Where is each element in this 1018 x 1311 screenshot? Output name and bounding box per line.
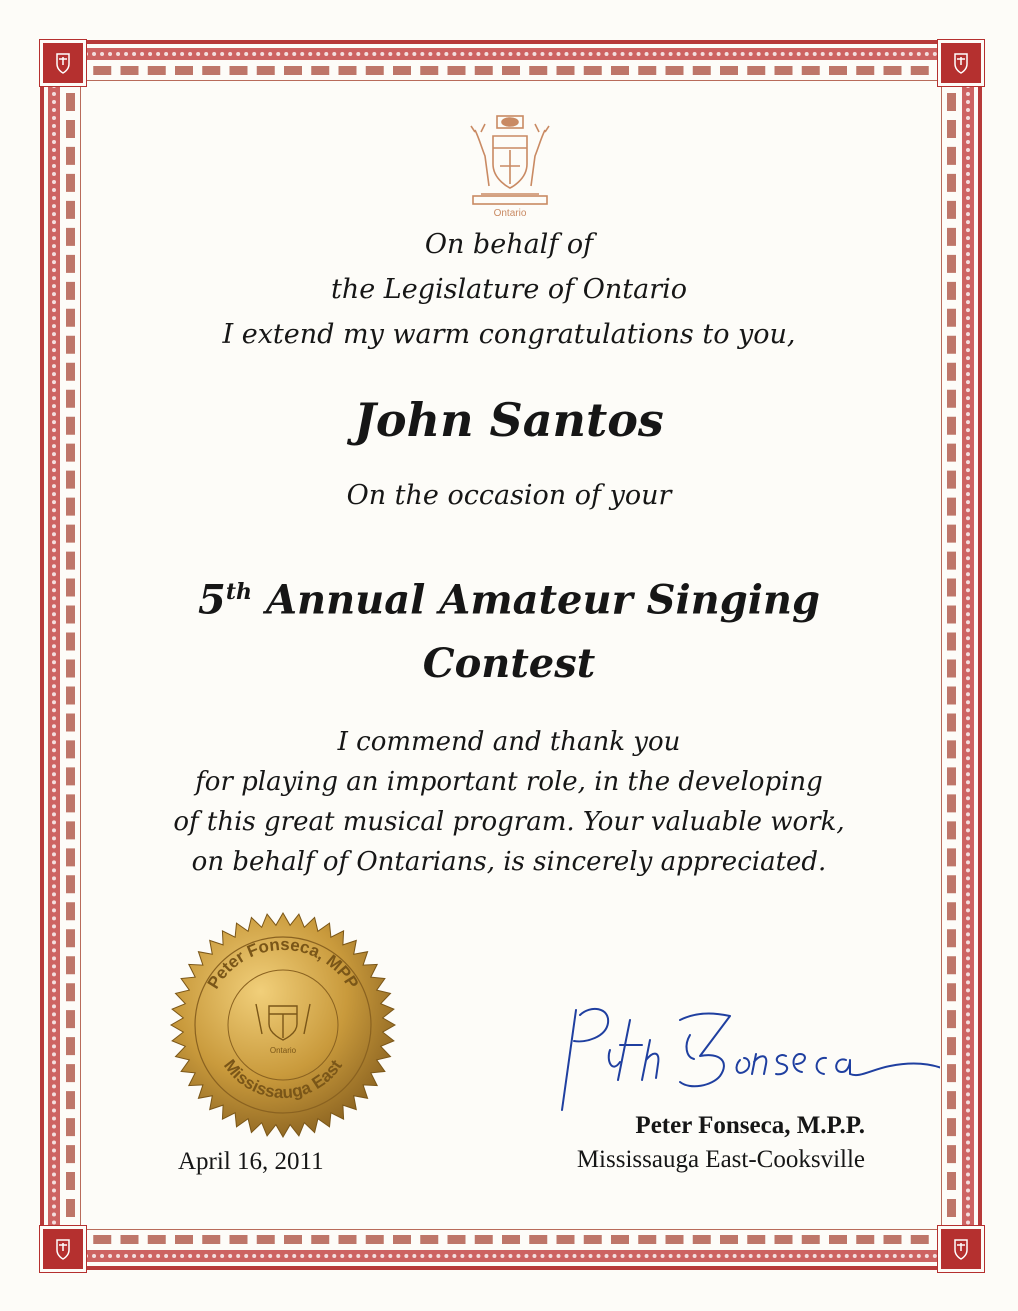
corner-crest-icon — [938, 40, 984, 86]
seal-text-bottom: Mississauga East — [220, 1055, 346, 1103]
body-line: for playing an important role, in the developing — [195, 767, 823, 797]
ontario-coat-of-arms-icon — [455, 110, 565, 220]
intro-line: On behalf of — [424, 229, 594, 260]
seal-text-top: Peter Fonseca, MPP — [203, 934, 363, 993]
recipient-name: John Santos — [354, 393, 664, 447]
signature-image — [540, 990, 940, 1120]
signatory-riding: Mississauga East-Cooksville — [576, 1146, 865, 1173]
event-ordinal: 5 — [198, 576, 226, 624]
event-ordinal-suffix: th — [225, 579, 253, 605]
body-line: I commend and thank you — [337, 727, 681, 757]
corner-crest-icon — [938, 1226, 984, 1272]
event-title-line1: Annual Amateur Singing — [252, 576, 820, 624]
intro-line: the Legislature of Ontario — [330, 274, 688, 305]
corner-crest-icon — [40, 1226, 86, 1272]
intro-line: I extend my warm congratulations to you, — [222, 319, 796, 350]
certificate-date: April 16, 2011 — [178, 1148, 324, 1175]
body-line: of this great musical program. Your valuable work, — [173, 807, 845, 837]
intro-text — [0, 222, 1018, 357]
corner-crest-icon — [40, 40, 86, 86]
gold-seal-icon — [168, 910, 398, 1140]
commendation-text — [0, 722, 1018, 882]
body-line: on behalf of Ontarians, is sincerely appreciated. — [191, 847, 827, 877]
event-title-line2: Contest — [422, 640, 596, 688]
event-title — [0, 560, 1018, 696]
seal-center-label: Ontario — [269, 1046, 297, 1055]
occasion-line: On the occasion of your — [346, 480, 672, 511]
crest-label: Ontario — [493, 208, 527, 219]
signatory-name: Peter Fonseca, M.P.P. — [635, 1112, 865, 1139]
